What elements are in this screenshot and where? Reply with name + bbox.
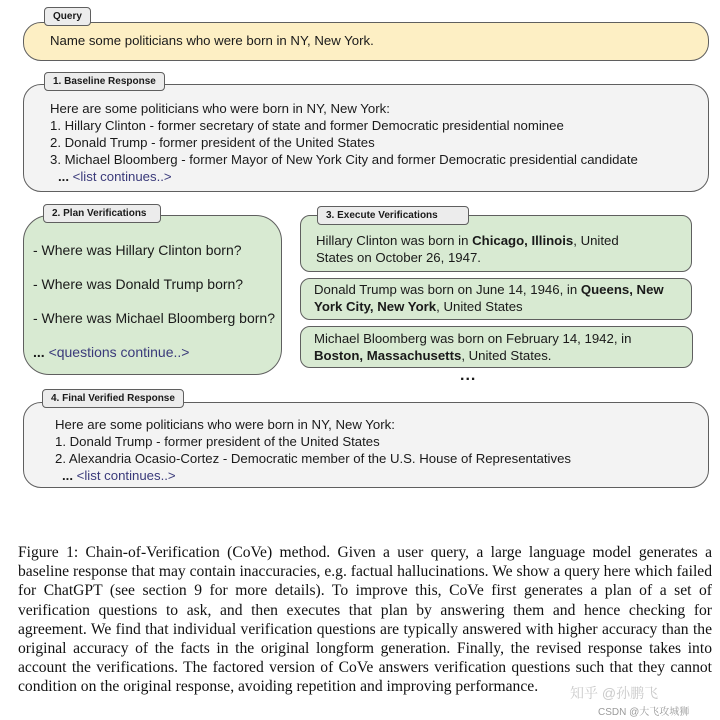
baseline-line: 2. Donald Trump - former president of the United States [50, 135, 375, 150]
execute-answer: Hillary Clinton was born in Chicago, Illinois, United States on October 26, 1947. [316, 233, 619, 265]
birthplace: Queens, New York City, New York [314, 282, 664, 314]
plan-question: - Where was Michael Bloomberg born? [33, 310, 275, 326]
baseline-line: Here are some politicians who were born in NY, New York: [50, 101, 390, 116]
baseline-continuation [58, 169, 172, 185]
csdn-watermark: CSDN @大飞攻城狮 [598, 707, 690, 718]
plan-question: - Where was Donald Trump born? [33, 276, 244, 292]
birthplace: Boston, Massachusetts [314, 348, 462, 363]
zhihu-watermark: 知乎 @孙鹏飞 [570, 685, 659, 701]
continuation-text: <list continues..> [76, 468, 176, 483]
query-tab-label: Query [44, 7, 91, 26]
plan-question: - Where was Hillary Clinton born? [33, 242, 242, 258]
final-line: 1. Donald Trump - former president of the United States [55, 434, 380, 449]
final-tab-label: 4. Final Verified Response [42, 389, 184, 408]
final-line: 2. Alexandria Ocasio-Cortez - Democratic member of the U.S. House of Representatives [55, 451, 571, 466]
final-continuation [62, 468, 176, 484]
continuation-text: <questions continue..> [48, 344, 190, 360]
execute-answer: Donald Trump was born on June 14, 1946, in Queens, New York City, New York, United States [314, 282, 664, 314]
ellipsis: ... [58, 169, 69, 184]
plan-continuation [33, 344, 189, 360]
continuation-text: <list continues..> [72, 169, 172, 184]
figure-caption: Figure 1: Chain-of-Verification (CoVe) method. Given a user query, a large language model generates a baseline response that may contain inaccuracies, e.g. factual hallucinations. We show a query here which failed for ChatGPT (see section 9 for more details). To improve this, CoVe first generates a plan of a set of verification questions to ask, and then executes that plan by answering them and hence checking for agreement. We find that individual verification questions are typically answered with higher accuracy than the original accuracy of the facts in the original longform generation. Finally, the revised response takes into account the verifications. The factored version of CoVe answers verification questions such that they cannot condition on the original response, avoiding repetition and improving performance. [18, 544, 712, 696]
baseline-line: 1. Hillary Clinton - former secretary of state and former Democratic presidential nominee [50, 118, 564, 133]
ellipsis: ... [62, 468, 73, 483]
execute-tab-label: 3. Execute Verifications [317, 206, 469, 225]
query-text: Name some politicians who were born in NY, New York. [50, 33, 374, 48]
birthplace: Chicago, Illinois [472, 233, 574, 248]
ellipsis: ... [33, 344, 45, 360]
execute-answer: Michael Bloomberg was born on February 14, 1942, in Boston, Massachusetts, United States. [314, 331, 632, 363]
final-line: Here are some politicians who were born in NY, New York: [55, 417, 395, 432]
more-indicator: ... [460, 367, 477, 384]
baseline-line: 3. Michael Bloomberg - former Mayor of New York City and former Democratic presidential candidate [50, 152, 638, 167]
baseline-tab-label: 1. Baseline Response [44, 72, 165, 91]
plan-tab-label: 2. Plan Verifications [43, 204, 161, 223]
